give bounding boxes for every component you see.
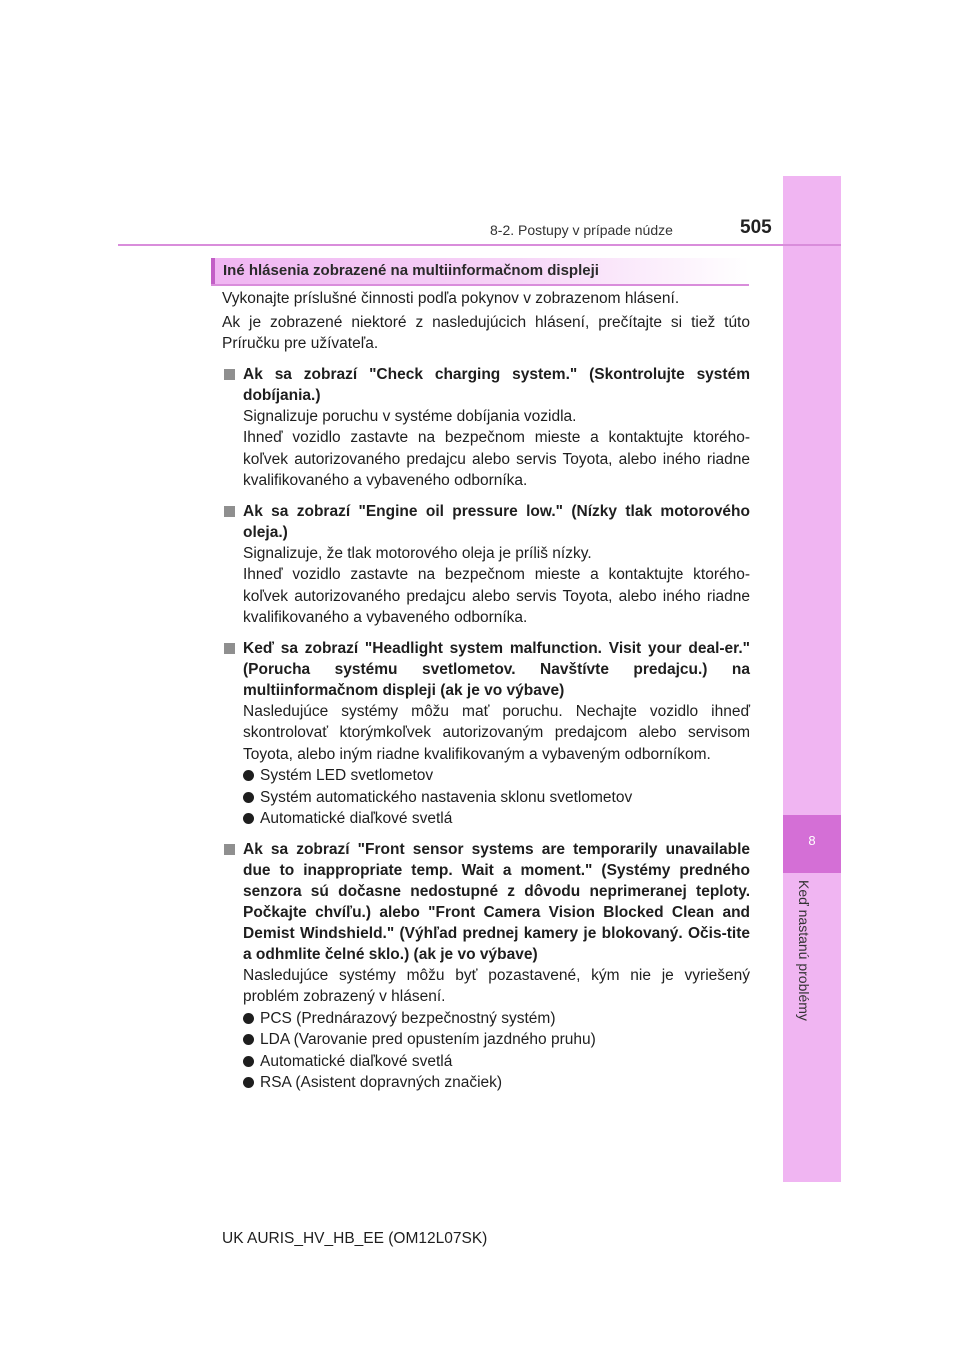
message-heading-text: Ak sa zobrazí "Front sensor systems are temporarily unavailable due to inappropriate temp. Wait a moment." (Systémy predného senzora sú dočasne nedostupné z dôvodu neprimeranej teploty. Počkajte chvíľu.) alebo "Front Camera Vision Blocked Clean and Demist Windshield." (Výhľad prednej kamery je blokovaný. Očis-tite a odhmlite čelné sklo.) (ak je vo výbave) <box>243 840 750 963</box>
message-heading <box>222 364 750 406</box>
list-item-text: RSA (Asistent dopravných značiek) <box>260 1074 503 1091</box>
message-item <box>222 638 750 830</box>
page-content <box>222 288 750 1094</box>
intro-paragraph: Vykonajte príslušné činnosti podľa pokynov v zobrazenom hlásení. <box>222 290 680 307</box>
message-heading-text: Keď sa zobrazí "Headlight system malfunction. Visit your deal-er." (Porucha systému svetlometov. Navštívte predajcu.) na multiinformačnom displeji (ak je vo výbave) <box>243 639 750 699</box>
square-bullet-icon <box>224 844 235 855</box>
section-title: Iné hlásenia zobrazené na multiinformačnom displeji <box>223 262 599 279</box>
square-bullet-icon <box>224 506 235 517</box>
header-section-title: 8-2. Postupy v prípade núdze <box>490 222 673 238</box>
message-description: Signalizuje, že tlak motorového oleja je príliš nízky. <box>243 544 592 562</box>
square-bullet-icon <box>224 369 235 380</box>
bullet-dot-icon <box>243 1013 254 1024</box>
message-heading-text: Ak sa zobrazí "Check charging system." (Skontrolujte systém dobíjania.) <box>243 365 750 404</box>
bullet-dot-icon <box>243 792 254 803</box>
message-heading-text: Ak sa zobrazí "Engine oil pressure low." (Nízky tlak motorového oleja.) <box>243 502 750 541</box>
section-title-divider <box>211 284 749 286</box>
list-item-text: Automatické diaľkové svetlá <box>260 810 453 827</box>
message-item <box>222 501 750 629</box>
list-item <box>222 1072 750 1094</box>
bullet-dot-icon <box>243 813 254 824</box>
chapter-side-tab <box>783 176 841 1182</box>
list-item <box>222 765 750 787</box>
message-heading <box>222 638 750 701</box>
bullet-dot-icon <box>243 1034 254 1045</box>
list-item <box>222 808 750 830</box>
square-bullet-icon <box>224 643 235 654</box>
header-divider <box>118 244 841 246</box>
list-item-text: Systém automatického nastavenia sklonu svetlometov <box>260 788 633 806</box>
list-item-text: Systém LED svetlometov <box>260 767 434 784</box>
bullet-dot-icon <box>243 1077 254 1088</box>
message-item <box>222 839 750 1094</box>
list-item <box>222 787 750 809</box>
message-description: Ihneď vozidlo zastavte na bezpečnom mieste a kontaktujte ktorého-koľvek autorizovaného predajcu alebo servis Toyota, alebo iného riadne kvalifikovaného a vybaveného odborníka. <box>243 566 750 626</box>
bullet-dot-icon <box>243 770 254 781</box>
chapter-number: 8 <box>808 833 816 848</box>
chapter-label: Keď nastanú problémy <box>796 880 812 1021</box>
list-item <box>222 1008 750 1030</box>
message-description: Ihneď vozidlo zastavte na bezpečnom mieste a kontaktujte ktorého-koľvek autorizovaného predajcu alebo servis Toyota, alebo iného riadne kvalifikovaného a vybaveného odborníka. <box>243 429 750 489</box>
list-item-text: Automatické diaľkové svetlá <box>260 1052 453 1070</box>
message-description: Nasledujúce systémy môžu mať poruchu. Nechajte vozidlo ihneď skontrolovať ktorýmkoľvek autorizovaným predajcom alebo servisom Toyota, alebo iným riadne kvalifikovaným a vybaveným odborníkom. <box>243 702 750 763</box>
message-description: Signalizuje poruchu v systéme dobíjania vozidla. <box>243 407 577 425</box>
message-item <box>222 364 750 492</box>
document-code: UK AURIS_HV_HB_EE (OM12L07SK) <box>222 1230 488 1247</box>
message-heading <box>222 501 750 543</box>
list-item-text: LDA (Varovanie pred opustením jazdného pruhu) <box>260 1031 596 1048</box>
intro-paragraph: Ak je zobrazené niektoré z nasledujúcich hlásení, prečítajte si tiež túto Príručku pre užívateľa. <box>222 313 750 352</box>
list-item <box>222 1029 750 1051</box>
message-heading <box>222 839 750 965</box>
message-description: Nasledujúce systémy môžu byť pozastavené, kým nie je vyriešený problém zobrazený v hlásení. <box>243 966 750 1005</box>
page-number: 505 <box>740 217 772 238</box>
list-item-text: PCS (Prednárazový bezpečnostný systém) <box>260 1009 556 1027</box>
list-item <box>222 1051 750 1073</box>
bullet-dot-icon <box>243 1056 254 1067</box>
